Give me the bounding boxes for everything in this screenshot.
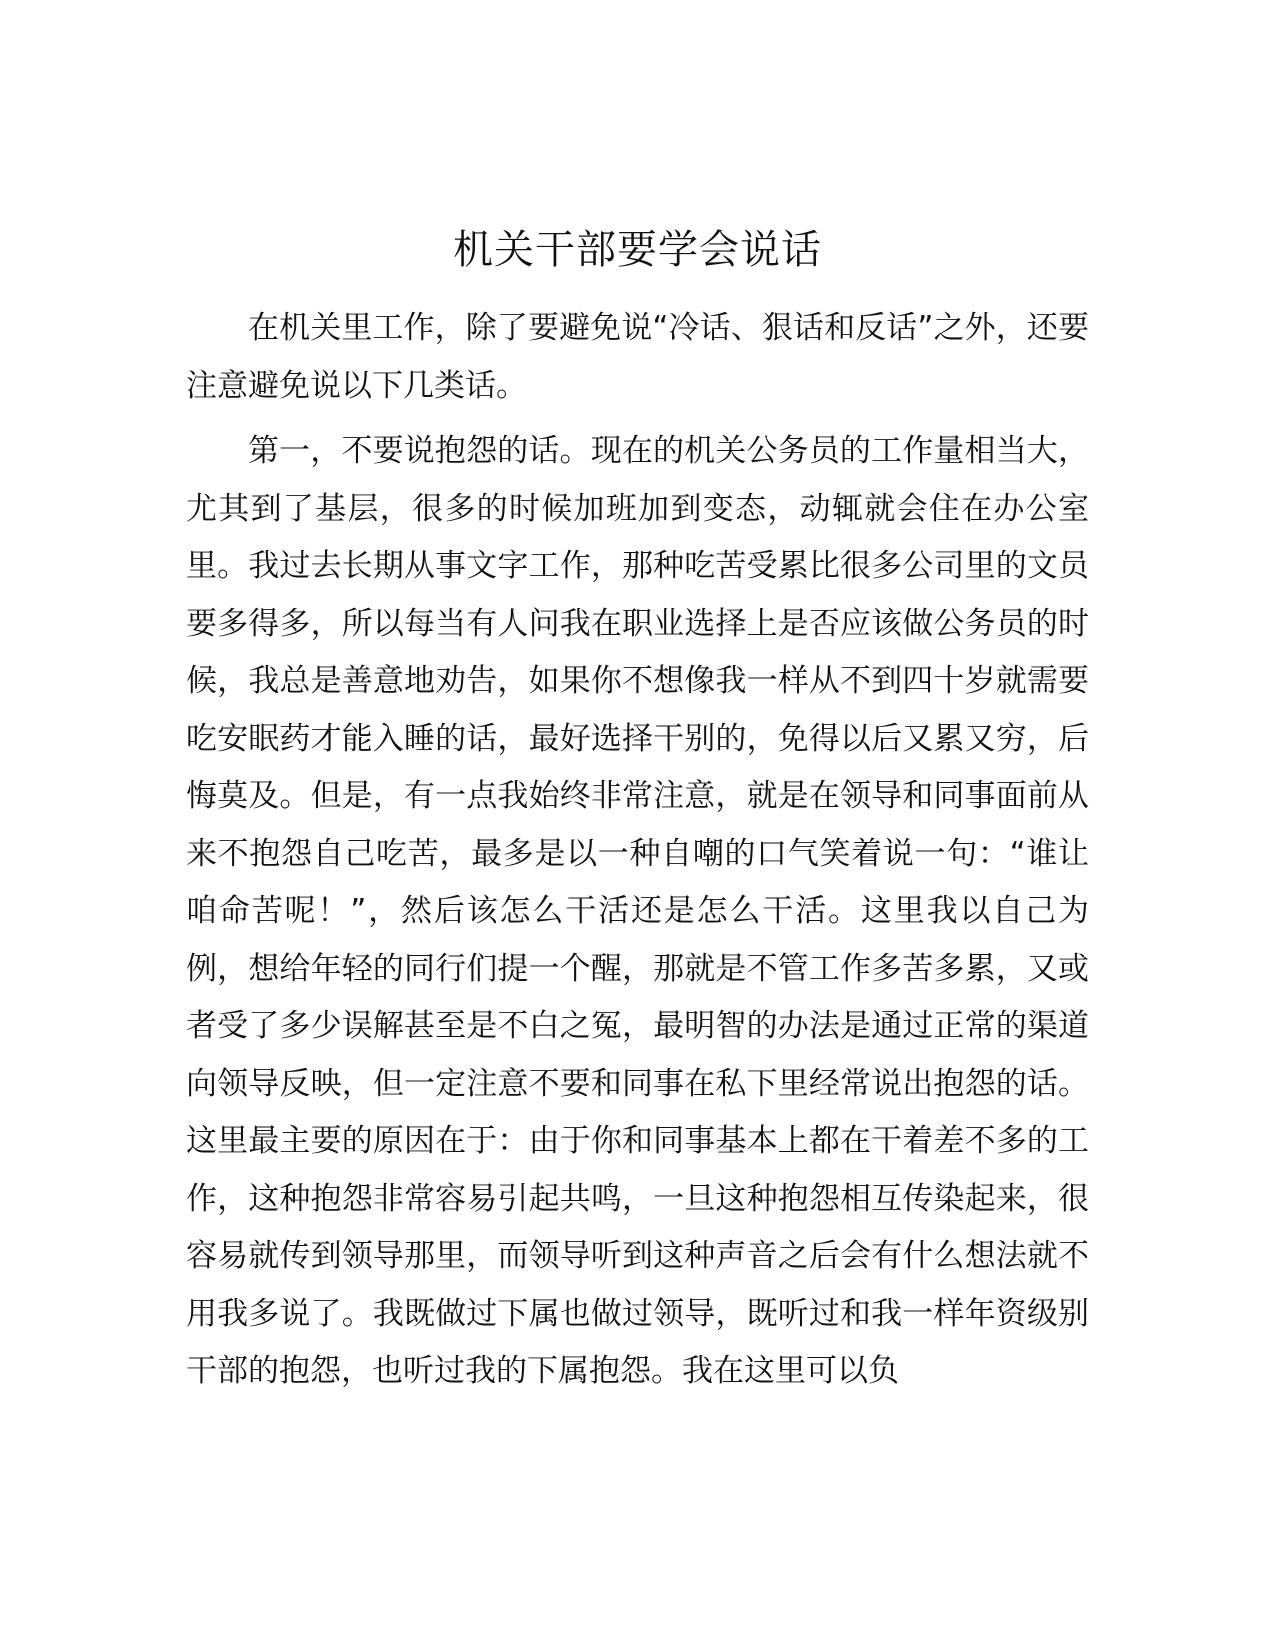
article-body — [186, 300, 1089, 1409]
paragraph-intro: 在机关里工作，除了要避免说“冷话、狠话和反话”之外，还要注意避免说以下几类话。 — [186, 310, 1089, 404]
paragraph-first-point: 第一，不要说抱怨的话。现在的机关公务员的工作量相当大，尤其到了基层，很多的时候加班加到变态，动辄就会住在办公室里。我过去长期从事文字工作，那种吃苦受累比很多公司里的文员要多得多，所以每当有人问我在职业选择上是否应该做公务员的时候，我总是善意地劝告，如果你不想像我一样从不到四十岁就需要吃安眠药才能入睡的话，最好选择干别的，免得以后又累又穷，后悔莫及。但是，有一点我始终非常注意，就是在领导和同事面前从来不抱怨自己吃苦，最多是以一种自嘲的口气笑着说一句：“谁让咱命苦呢！”，然后该怎么干活还是怎么干活。这里我以自己为例，想给年轻的同行们提一个醒，那就是不管工作多苦多累，又或者受了多少误解甚至是不白之冤，最明智的办法是通过正常的渠道向领导反映，但一定注意不要和同事在私下里经常说出抱怨的话。这里最主要的原因在于：由于你和同事基本上都在干着差不多的工作，这种抱怨非常容易引起共鸣，一旦这种抱怨相互传染起来，很容易就传到领导那里，而领导听到这种声音之后会有什么想法就不用我多说了。我既做过下属也做过领导，既听过和我一样年资级别干部的抱怨，也听过我的下属抱怨。我在这里可以负 — [186, 433, 1089, 1389]
page-title: 机关干部要学会说话 — [453, 227, 822, 273]
